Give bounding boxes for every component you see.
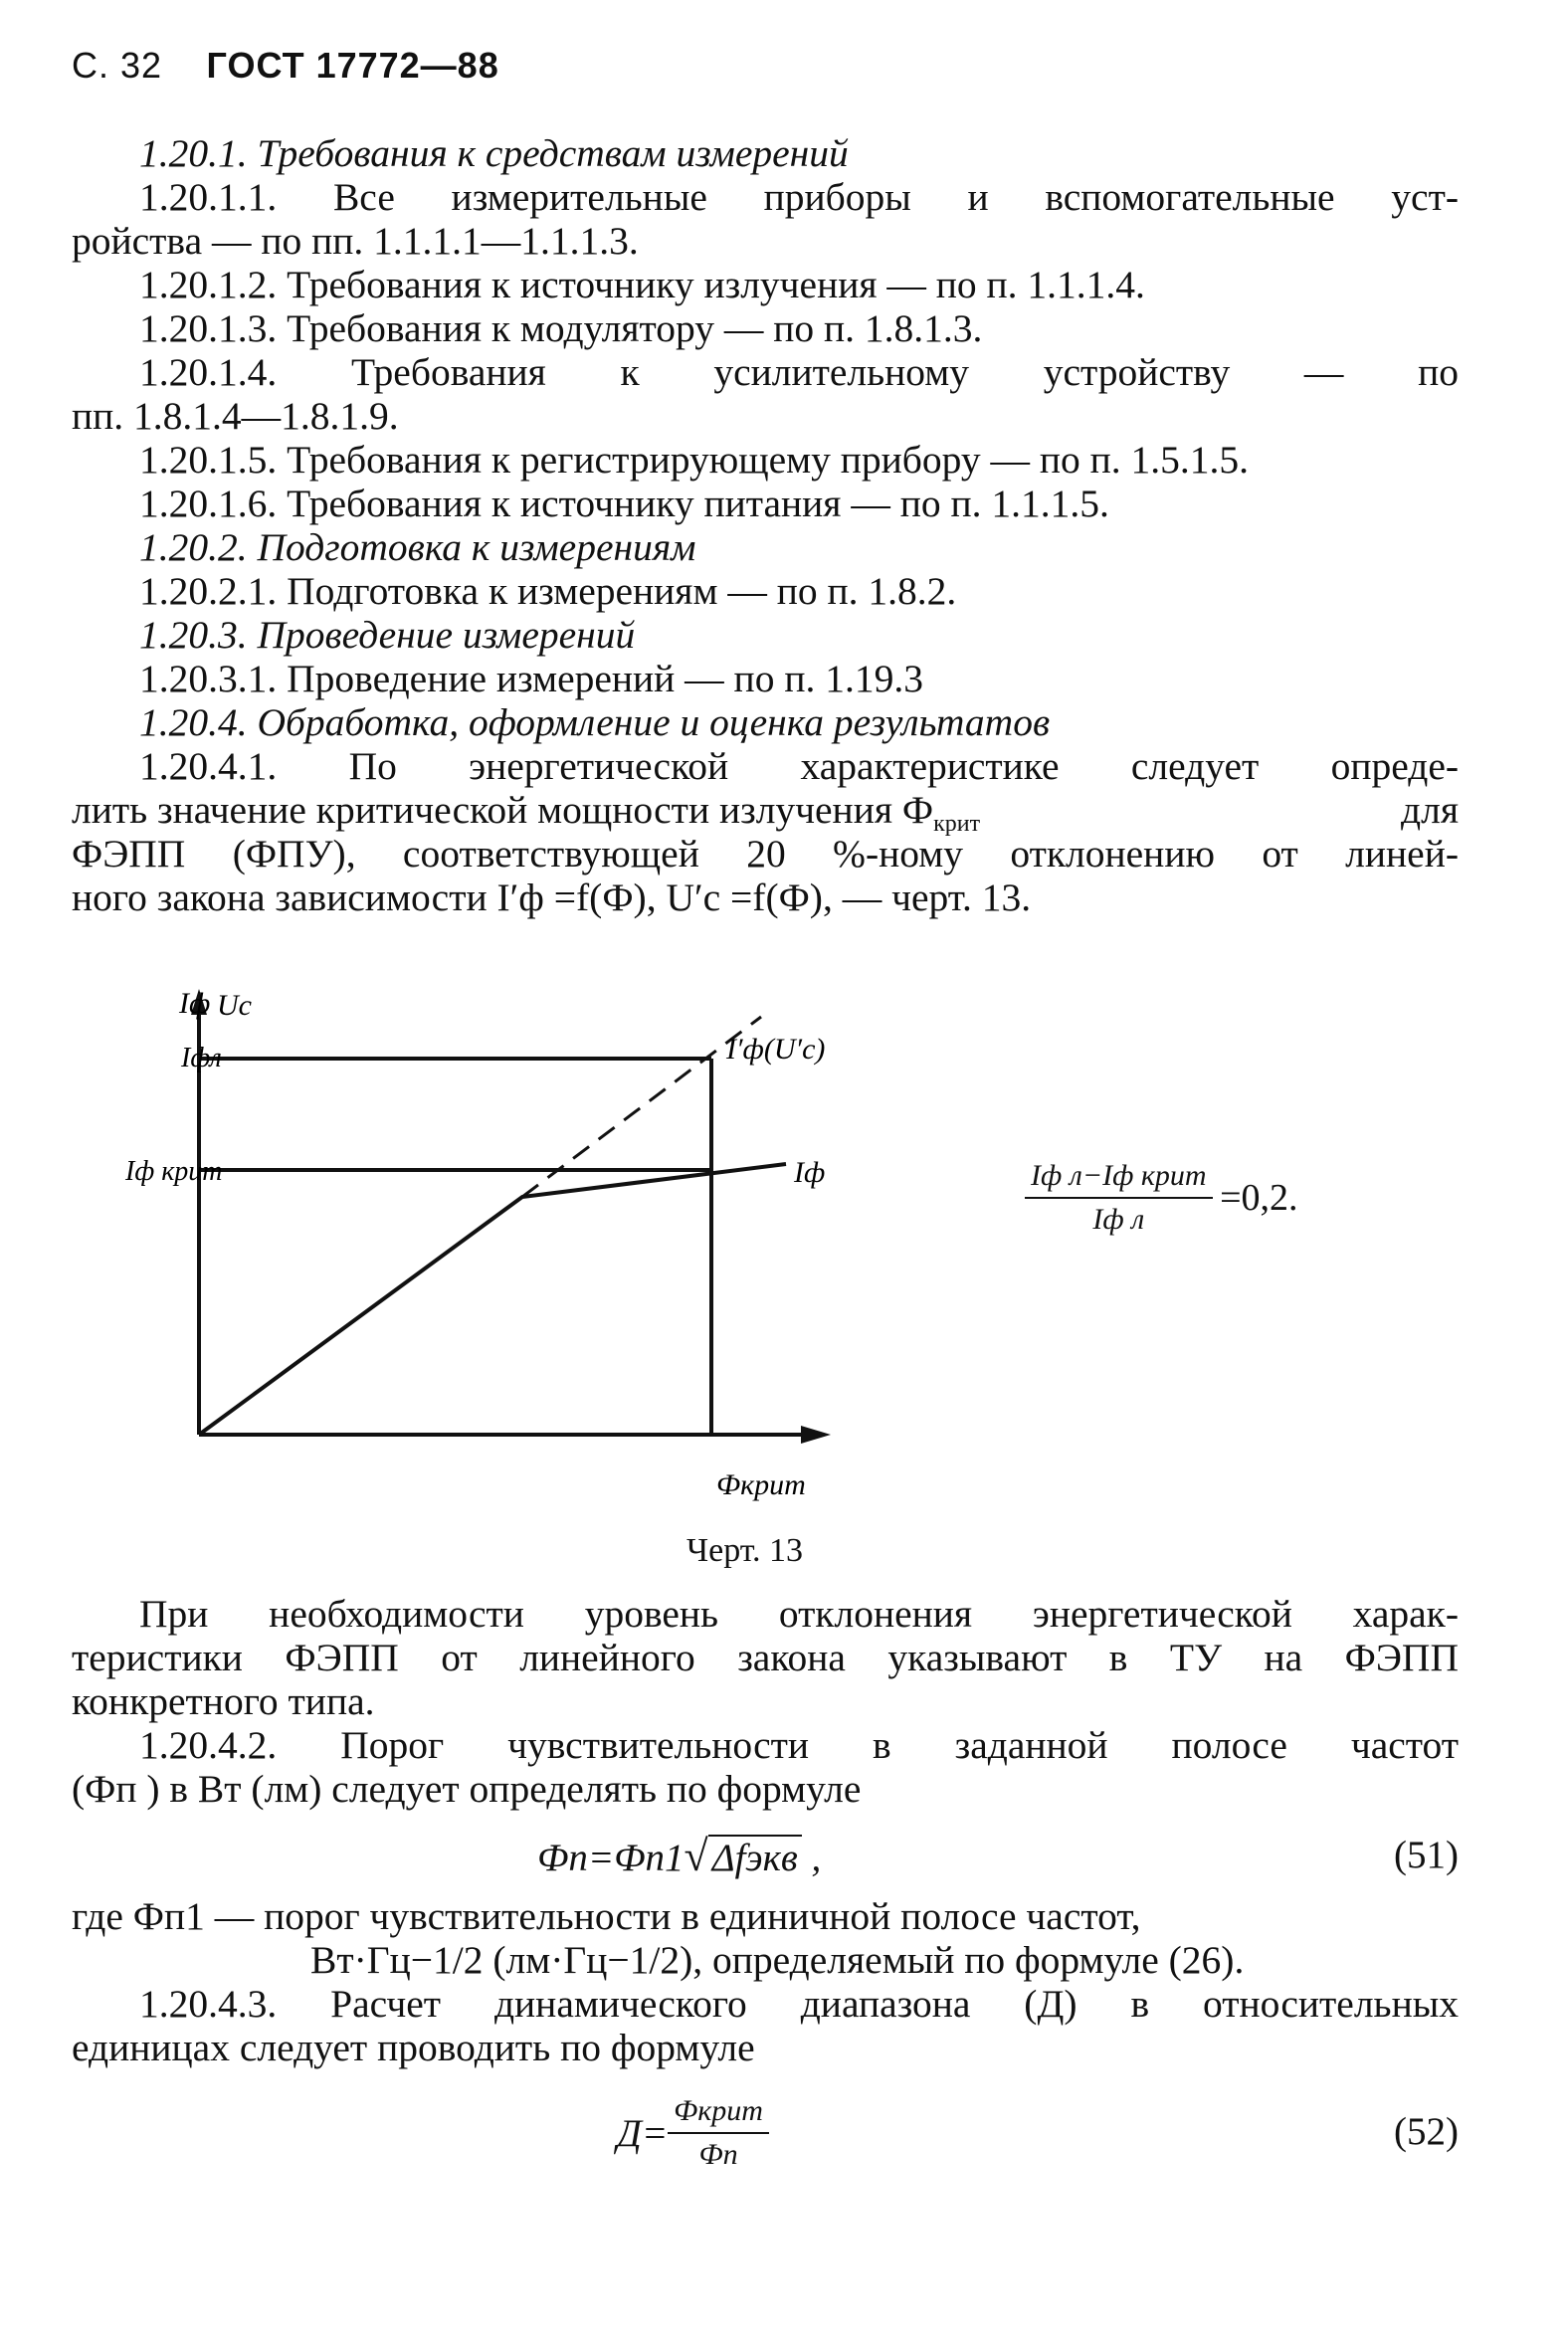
- page-header: [72, 44, 499, 88]
- formula-51: [537, 1831, 821, 1881]
- line-text: лить значение критической мощности излучения $Ф_{крит}$: [72, 788, 981, 837]
- paragraph-line: 1.20.1.1. Все измерительные приборы и вспомогательные уст-: [139, 175, 1459, 219]
- formula-51-tail: ,: [801, 1837, 822, 1879]
- paragraph-line: ФЭПП (ФПУ), соответствующей 20 %-ному отклонению от линей-: [72, 832, 1459, 876]
- characteristic-chart: [99, 987, 895, 1544]
- y-label-uc: Uс: [217, 989, 252, 1022]
- paragraph-line: (Фп ) в Вт (лм) следует определять по формуле: [72, 1767, 862, 1811]
- section-heading: 1.20.4. Обработка, оформление и оценка результатов: [139, 700, 1051, 744]
- ratio-formula: [1025, 1159, 1298, 1237]
- paragraph-line: 1.20.3.1. Проведение измерений — по п. 1.19.3: [139, 657, 923, 700]
- level-label-iphl: Iфл: [181, 1043, 222, 1073]
- paragraph-line: Вт·Гц−1/2 (лм·Гц−1/2), определяемый по формуле (26).: [310, 1938, 1245, 1982]
- equation-number-51: (51): [1394, 1834, 1459, 1876]
- y-label-iph: Iф: [179, 987, 211, 1020]
- standard-number: ГОСТ 17772—88: [206, 45, 499, 86]
- curve-label-dashed: I′ф(U′с): [726, 1033, 826, 1066]
- formula-52-denominator: Фп: [698, 2138, 738, 2171]
- section-heading: 1.20.3. Проведение измерений: [139, 613, 636, 657]
- solid-curve: [199, 1164, 786, 1435]
- paragraph-line: [72, 788, 1459, 837]
- page-number: С. 32: [72, 45, 163, 86]
- paragraph-line: 1.20.4.1. По энергетической характеристике следует опреде-: [139, 744, 1459, 788]
- figure-caption: Черт. 13: [686, 1532, 804, 1569]
- paragraph-line: где Фп1 — порог чувствительности в единичной полосе частот,: [72, 1894, 1141, 1938]
- line-text-end: для: [1401, 788, 1459, 832]
- section-heading: 1.20.1. Требования к средствам измерений: [139, 131, 849, 175]
- level-label-iphkrit: Iф крит: [125, 1156, 223, 1187]
- paragraph-line: единицах следует проводить по формуле: [72, 2026, 755, 2069]
- paragraph-line: 1.20.1.6. Требования к источнику питания — по п. 1.1.1.5.: [139, 482, 1109, 525]
- ratio-rhs: =0,2.: [1220, 1177, 1298, 1219]
- sqrt-icon: √: [684, 1832, 708, 1880]
- x-label-phikrit: Фкрит: [716, 1468, 806, 1501]
- paragraph-line: 1.20.2.1. Подготовка к измерениям — по п. 1.8.2.: [139, 569, 957, 613]
- paragraph-line: 1.20.1.5. Требования к регистрирующему прибору — по п. 1.5.1.5.: [139, 438, 1250, 482]
- formula-52-fraction: [668, 2094, 769, 2172]
- paragraph-line: При необходимости уровень отклонения энергетической харак-: [139, 1592, 1459, 1636]
- paragraph-line: ного закона зависимости I′ф =f(Ф), U′с =f(Ф), — черт. 13.: [72, 876, 1032, 919]
- ratio-denominator: Iф л: [1092, 1203, 1145, 1236]
- paragraph-line: теристики ФЭПП от линейного закона указывают в ТУ на ФЭПП: [72, 1636, 1459, 1679]
- equation-number-52: (52): [1394, 2110, 1459, 2153]
- paragraph-line: 1.20.4.2. Порог чувствительности в заданной полосе частот: [139, 1723, 1459, 1767]
- formula-52-lhs: Д=: [617, 2111, 669, 2155]
- formula-52-numerator: Фкрит: [668, 2094, 769, 2134]
- formula-51-radicand: Δfэкв: [708, 1835, 802, 1879]
- paragraph-line: 1.20.1.3. Требования к модулятору — по п. 1.8.1.3.: [139, 306, 983, 350]
- ratio-fraction: [1025, 1159, 1213, 1237]
- formula-51-lhs: Фп=Фп1: [537, 1837, 685, 1879]
- paragraph-line: пп. 1.8.1.4—1.8.1.9.: [72, 394, 399, 438]
- paragraph-line: 1.20.4.3. Расчет динамического диапазона (Д) в относительных: [139, 1982, 1459, 2026]
- curve-label-solid: Iф: [794, 1156, 826, 1189]
- paragraph-line: конкретного типа.: [72, 1679, 375, 1723]
- paragraph-line: 1.20.1.2. Требования к источнику излучения — по п. 1.1.1.4.: [139, 263, 1145, 306]
- section-heading: 1.20.2. Подготовка к измерениям: [139, 525, 696, 569]
- paragraph-line: 1.20.1.4. Требования к усилительному устройству — по: [139, 350, 1459, 394]
- x-axis-arrow: [801, 1426, 831, 1444]
- ratio-numerator: Iф л−Iф крит: [1025, 1159, 1213, 1199]
- formula-52: [617, 2094, 769, 2172]
- paragraph-line: ройства — по пп. 1.1.1.1—1.1.1.3.: [72, 219, 639, 263]
